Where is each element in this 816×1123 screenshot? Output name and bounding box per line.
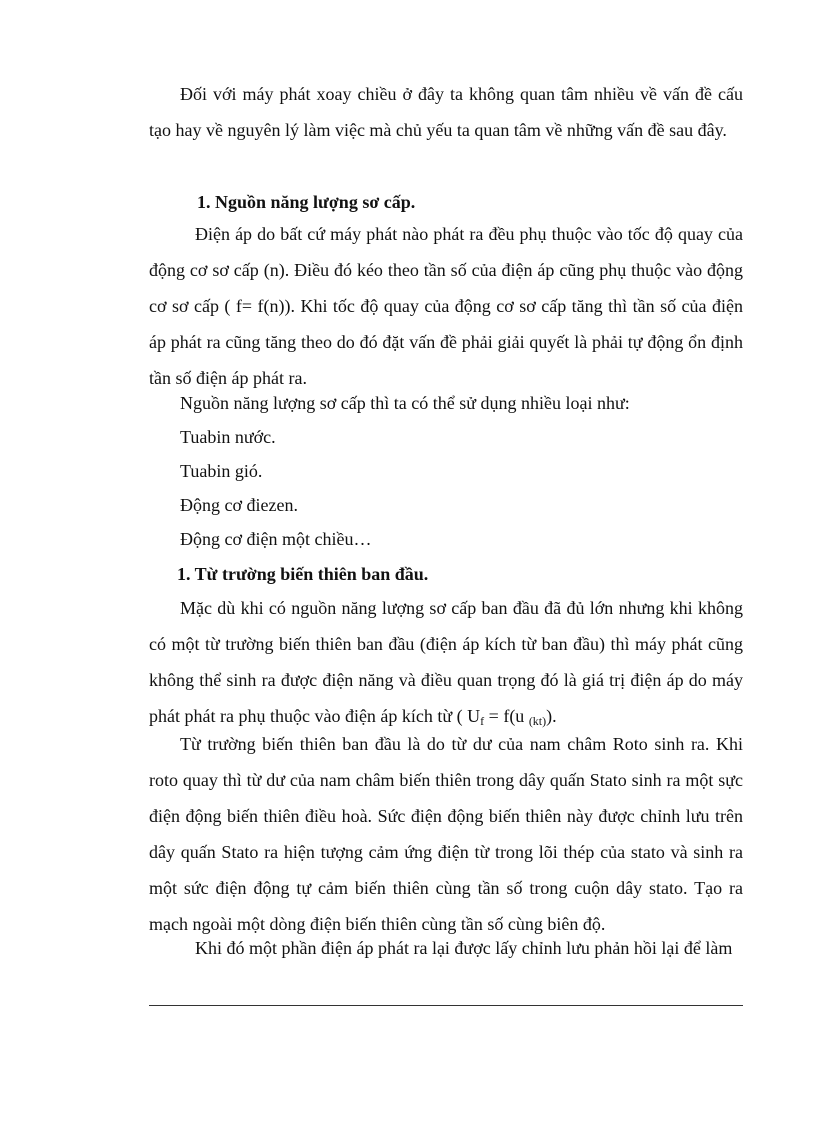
formula-mid: = f(u <box>484 706 529 726</box>
paragraph-field-main <box>149 590 743 734</box>
paragraph-last: Khi đó một phần điện áp phát ra lại được lấy chỉnh lưu phản hồi lại để làm <box>195 938 733 958</box>
paragraph-rotor: Từ trường biến thiên ban đầu là do từ dư của nam châm Roto sinh ra. Khi roto quay thì từ dư của nam châm biến thiên trong dây quấn Stato sinh ra một sực điện động biến thiên điều hoà. Sức điện động biến thiên này được chỉnh lưu trên dây quấn Stato ra hiện tượng cảm ứng điện từ trong lõi thép của stato và sinh ra một sức điện động tự cảm biến thiên cùng tần số trong cuộn dây stato. Tạo ra mạch ngoài một dòng điện biến thiên cùng tần số cùng biên độ. <box>149 734 743 934</box>
formula-end: ). <box>546 706 557 726</box>
list-item: Tuabin gió. <box>180 461 263 481</box>
list-item: Động cơ điện một chiều… <box>180 529 372 549</box>
section-heading-initial-field: 1. Từ trường biến thiên ban đầu. <box>177 564 429 584</box>
paragraph-intro: Đối với máy phát xoay chiều ở đây ta không quan tâm nhiều về vấn đề cấu tạo hay về nguyên lý làm việc mà chủ yếu ta quan tâm về những vấn đề sau đây. <box>149 84 743 140</box>
section-heading-primary-energy: 1. Nguồn năng lượng sơ cấp. <box>197 192 416 212</box>
formula-subscript-kt: (kt) <box>528 714 547 728</box>
footer-rule <box>149 1005 743 1006</box>
formula-subscript-f: f <box>480 714 485 728</box>
paragraph-voltage-frequency: Điện áp do bất cứ máy phát nào phát ra đều phụ thuộc vào tốc độ quay của động cơ sơ cấp (n). Điều đó kéo theo tần số của điện áp cũng phụ thuộc vào động cơ sơ cấp ( f= f(n)). Khi tốc độ quay của động cơ sơ cấp tăng thì tần số của điện áp phát ra cũng tăng theo do đó đặt vấn đề phải giải quyết là phải tự động ổn định tần số điện áp phát ra. <box>149 224 743 388</box>
list-item: Tuabin nước. <box>180 427 276 447</box>
paragraph-sources-intro: Nguồn năng lượng sơ cấp thì ta có thể sử dụng nhiều loại như: <box>180 393 630 413</box>
list-item: Động cơ điezen. <box>180 495 298 515</box>
field-text: Mặc dù khi có nguồn năng lượng sơ cấp ban đầu đã đủ lớn nhưng khi không có một từ trường biến thiên ban đầu (điện áp kích từ ban đầu) thì máy phát cũng không thể sinh ra được điện năng và điều quan trọng đó là giá trị điện áp do máy phát phát ra phụ thuộc vào điện áp kích từ ( U <box>149 598 743 726</box>
